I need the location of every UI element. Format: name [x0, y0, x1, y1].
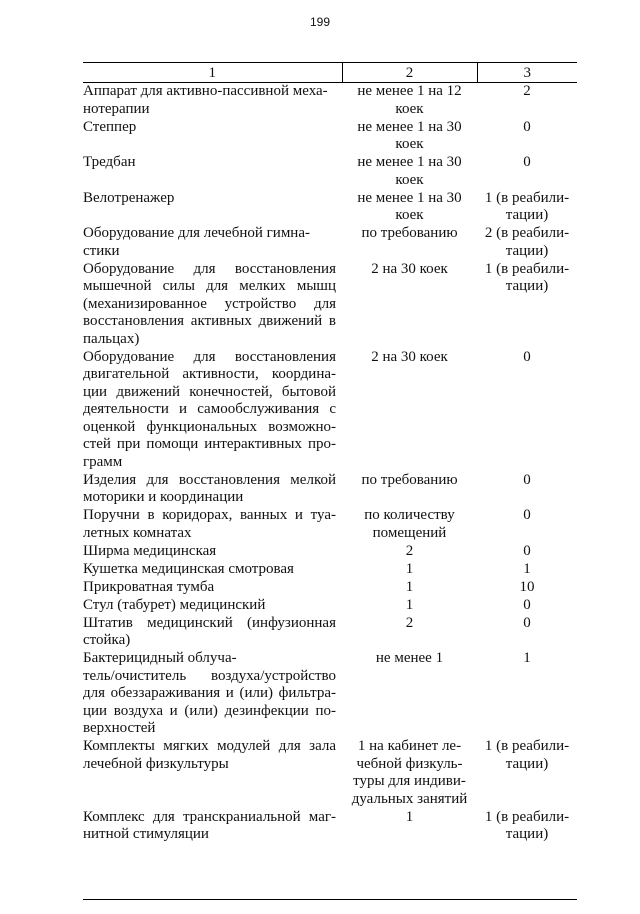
table-row — [83, 597, 577, 615]
table-row — [83, 561, 577, 579]
equipment-name: Оборудование для восстановления двигательной активности, координа-ции движений конечностей, бытовой деятельности и самообслуживания с оценкой функциональных возможно-стей при помощи интерактивных про-грамм — [83, 348, 336, 470]
equipment-name: Тредбан — [83, 154, 136, 170]
table-row — [83, 83, 577, 119]
requirement-cell: 1 — [405, 596, 414, 613]
count-cell: 0 — [523, 118, 531, 135]
equipment-table — [83, 62, 577, 844]
count-cell: 0 — [523, 348, 531, 365]
column-header-2: 2 — [342, 63, 477, 83]
count-cell: 1 — [523, 650, 531, 666]
requirement-cell: не менее 1 на 30 коек — [357, 154, 462, 188]
equipment-name: Комплекс для транскраниальной маг-нитной стимуляции — [83, 808, 336, 842]
requirement-cell: не менее 1 — [375, 650, 444, 666]
requirement-cell: 1 — [405, 560, 414, 577]
requirement-cell: 1 — [405, 808, 414, 825]
requirement-cell: 2 — [405, 542, 414, 559]
count-cell: 0 — [523, 507, 531, 523]
count-cell: 0 — [523, 154, 531, 170]
equipment-name: Ширма медицинская — [83, 542, 217, 559]
requirement-cell: 1 — [405, 578, 414, 595]
equipment-name: Бактерицидный облуча- тель/очиститель воздуха/устройство для обеззараживания и (или) фильтра-ции воздуха и (или) дезинфекции по-верхностей — [83, 650, 336, 736]
table-row — [83, 261, 577, 349]
equipment-name: Прикроватная тумба — [83, 578, 215, 595]
table-row — [83, 809, 577, 845]
requirement-cell: 2 на 30 коек — [371, 348, 448, 365]
requirement-cell: 1 на кабинет ле- чебной физкуль- туры для индиви- дуальных занятий — [351, 738, 468, 807]
count-cell: 1 — [523, 560, 531, 577]
equipment-name: Штатив медицинский (инфузионная стойка) — [83, 614, 336, 648]
table-body — [83, 83, 577, 845]
count-cell: 0 — [523, 596, 531, 613]
count-cell: 2 — [523, 83, 531, 99]
requirement-cell: 2 на 30 коек — [371, 260, 448, 277]
table-row — [83, 507, 577, 543]
requirement-cell: не менее 1 на 12 коек — [357, 83, 462, 117]
table-row — [83, 579, 577, 597]
count-cell: 1 (в реабили- тации) — [484, 260, 570, 294]
equipment-name: Оборудование для лечебной гимна- стики — [83, 225, 310, 259]
equipment-name: Степпер — [83, 118, 137, 135]
column-header-3: 3 — [477, 63, 577, 83]
table-row — [83, 615, 577, 651]
page-number: 199 — [309, 15, 331, 29]
table-row — [83, 225, 577, 261]
equipment-name: Стул (табурет) медицинский — [83, 596, 266, 613]
table-row — [83, 349, 577, 472]
count-cell: 2 (в реабили- тации) — [484, 225, 570, 259]
table-row — [83, 543, 577, 561]
bottom-rule — [83, 899, 577, 900]
table-row — [83, 738, 577, 809]
equipment-name: Кушетка медицинская смотровая — [83, 560, 294, 577]
requirement-cell: 2 — [405, 614, 414, 631]
requirement-cell: по требованию — [361, 471, 458, 488]
table-row — [83, 119, 577, 155]
equipment-name: Поручни в коридорах, ванных и туа-летных комнатах — [83, 507, 336, 541]
table-row — [83, 650, 577, 738]
equipment-name: Изделия для восстановления мелкой моторики и координации — [83, 471, 336, 505]
equipment-name: Велотренажер — [83, 189, 175, 206]
requirement-cell: по требованию — [361, 225, 458, 241]
table-row — [83, 472, 577, 508]
count-cell: 1 (в реабили- тации) — [484, 189, 570, 223]
equipment-name: Оборудование для восстановления мышечной силы для мелких мышц (механизированное устройство для восстановления активных движений в пальцах) — [83, 260, 336, 347]
count-cell: 1 (в реабили- тации) — [484, 738, 570, 772]
count-cell: 0 — [523, 542, 531, 559]
equipment-name: Комплекты мягких модулей для зала лечебной физкультуры — [83, 738, 336, 772]
table-row — [83, 190, 577, 226]
requirement-cell: не менее 1 на 30 коек — [357, 189, 462, 223]
requirement-cell: не менее 1 на 30 коек — [357, 118, 462, 152]
requirement-cell: по количеству помещений — [364, 507, 455, 541]
count-cell: 0 — [523, 471, 531, 488]
column-header-1: 1 — [208, 64, 216, 81]
table-header — [83, 63, 577, 83]
count-cell: 0 — [523, 614, 531, 631]
equipment-name: Аппарат для активно-пассивной меха- нотерапии — [83, 83, 328, 117]
count-cell: 10 — [519, 578, 535, 595]
count-cell: 1 (в реабили- тации) — [484, 808, 570, 842]
table-row — [83, 154, 577, 190]
